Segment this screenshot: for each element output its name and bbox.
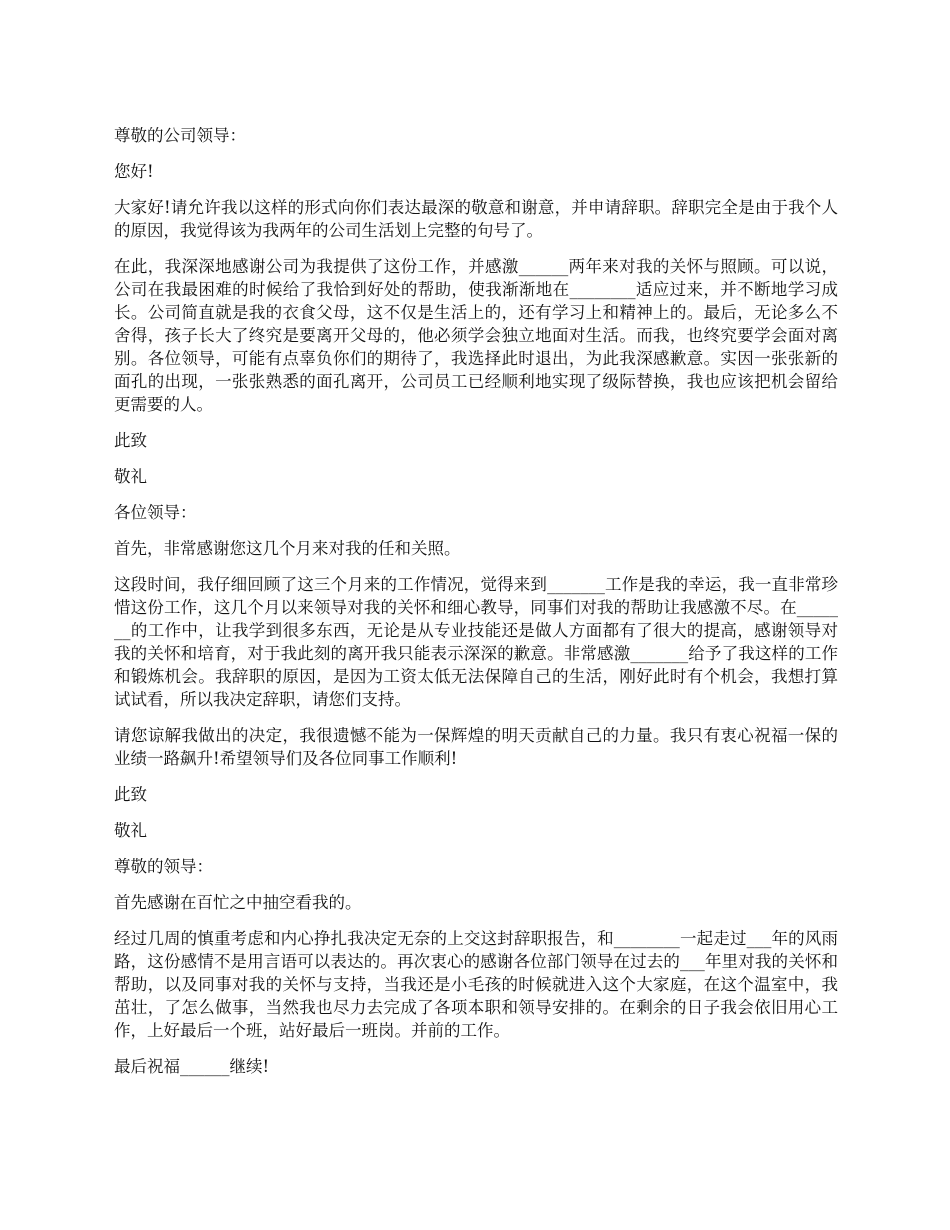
paragraph-intro-1: 大家好!请允许我以这样的形式向你们表达最深的敬意和谢意，并申请辞职。辞职完全是由于我个人的原因，我觉得该为我两年的公司生活划上完整的句号了。 — [114, 198, 838, 240]
closing-cizhi-2: 此致 — [114, 785, 147, 804]
paragraph-intro-2: 首先，非常感谢您这几个月来对我的任和关照。 — [114, 539, 461, 558]
paragraph-body-2: 这段时间，我仔细回顾了这三个月来的工作情况，觉得来到_______工作是我的幸运，我一直非常珍惜这份工作，这几个月以来领导对我的关怀和细心教导，同事们对我的帮助让我感激不尽。在_______的工作中，让我学到很多东西，无论是从专业技能还是做人方面都有了很大的提高，感谢领导对我的关怀和培育，对于我此刻的离开我只能表示深深的歉意。非常感激_______给予了我这样的工作和锻炼机会。我辞职的原因，是因为工资太低无法保障自己的生活，刚好此时有个机会，我想打算试试看，所以我决定辞职，请您们支持。 — [114, 575, 838, 709]
document-body — [114, 124, 838, 1091]
salutation-1: 尊敬的公司领导： — [114, 126, 246, 145]
closing-cizhi-1: 此致 — [114, 431, 147, 450]
closing-jingli-1: 敬礼 — [114, 467, 147, 486]
paragraph-body-1: 在此，我深深地感谢公司为我提供了这份工作，并感激______两年来对我的关怀与照顾。可以说，公司在我最困难的时候给了我恰到好处的帮助，使我渐渐地在________适应过来，并不断地学习成长。公司简直就是我的衣食父母，这不仅是生活上的，还有学习上和精神上的。最后，无论多么不舍得，孩子长大了终究是要离开父母的，他必须学会独立地面对生活。而我，也终究要学会面对离别。各位领导，可能有点辜负你们的期待了，我选择此时退出，为此我深感歉意。实因一张张新的面孔的出现，一张张熟悉的面孔离开，公司员工已经顺利地实现了级际替换，我也应该把机会留给更需要的人。 — [114, 257, 838, 414]
paragraph-wishes-2: 请您谅解我做出的决定，我很遗憾不能为一保辉煌的明天贡献自己的力量。我只有衷心祝福一保的业绩一路飙升!希望领导们及各位同事工作顺利! — [114, 726, 838, 768]
salutation-3: 尊敬的领导： — [114, 857, 213, 876]
greeting: 您好! — [114, 162, 154, 181]
paragraph-body-3: 经过几周的慎重考虑和内心挣扎我决定无奈的上交这封辞职报告，和________一起走过___年的风雨路，这份感情不是用言语可以表达的。再次衷心的感谢各位部门领导在过去的___年里对我的关怀和帮助，以及同事对我的关怀与支持，当我还是小毛孩的时候就进入这个大家庭，在这个温室中，我茁壮，了怎么做事，当然我也尽力去完成了各项本职和领导安排的。在剩余的日子我会依旧用心工作，上好最后一个班，站好最后一班岗。并前的工作。 — [114, 929, 838, 1040]
salutation-2: 各位领导： — [114, 503, 197, 522]
closing-jingli-2: 敬礼 — [114, 821, 147, 840]
paragraph-final-wish: 最后祝福______继续! — [114, 1057, 270, 1076]
paragraph-intro-3: 首先感谢在百忙之中抽空看我的。 — [114, 893, 362, 912]
